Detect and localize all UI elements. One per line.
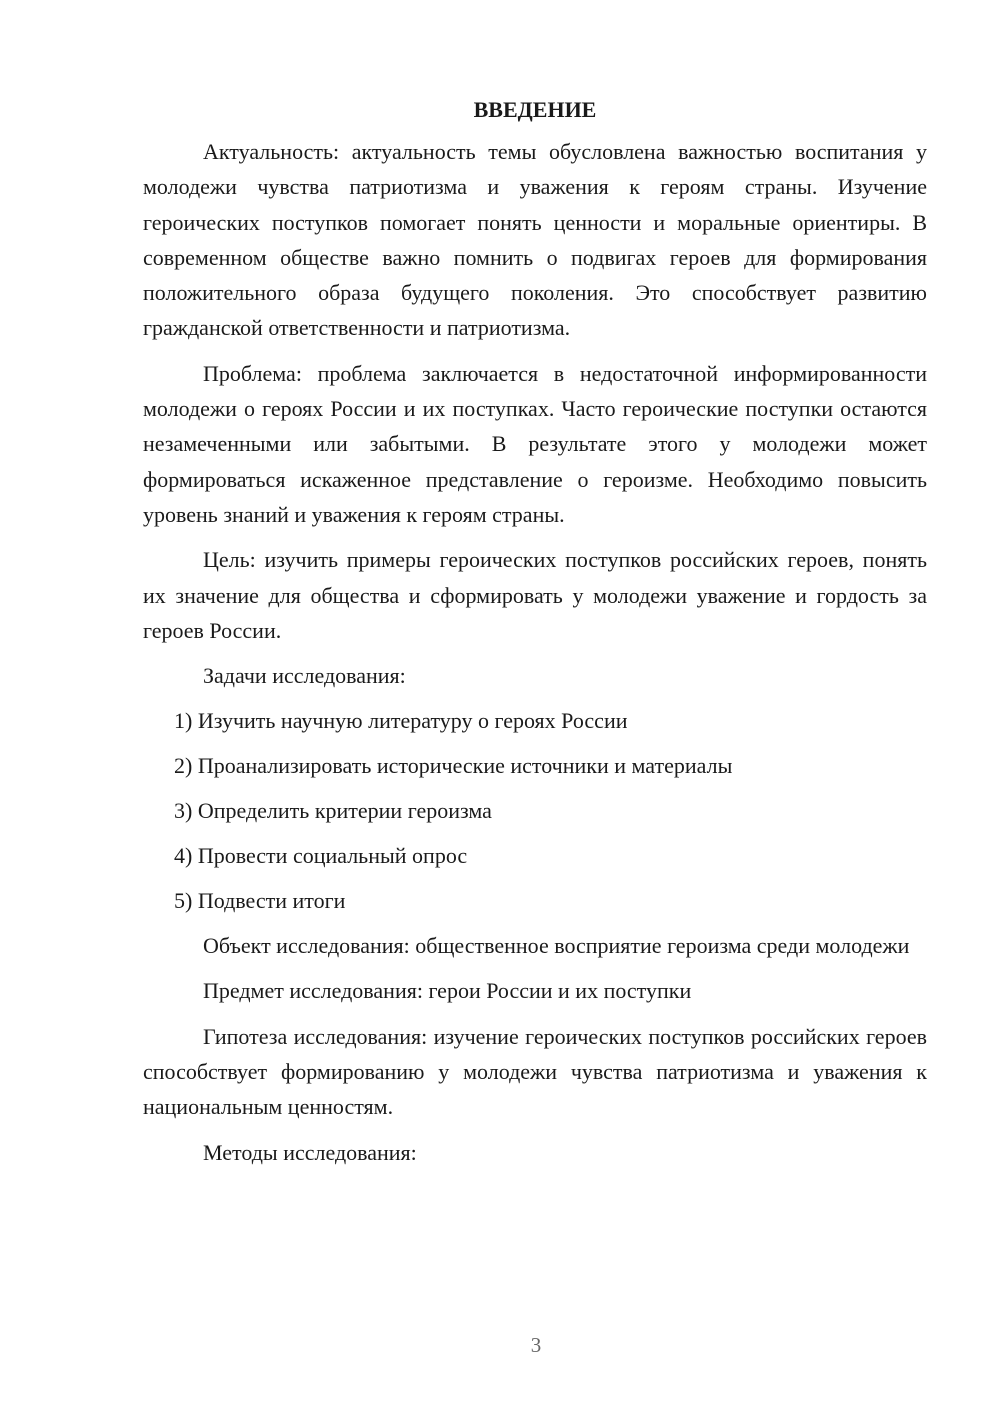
list-item: 1) Изучить научную литературу о героях России xyxy=(174,708,628,734)
page-title: ВВЕДЕНИЕ xyxy=(473,97,597,122)
paragraph-problem: Проблема: проблема заключается в недостаточной информированности молодежи о героях России и их поступках. Часто героические поступки остаются незамеченными или забытыми. В результате этого у молодежи может формироваться искаженное представление о героизме. Необходимо повысить уровень знаний и уважения к героям страны. xyxy=(143,360,927,527)
tasks-heading: Задачи исследования: xyxy=(203,663,406,689)
paragraph-actuality: Актуальность: актуальность темы обусловлена важностью воспитания у молодежи чувства патриотизма и уважения к героям страны. Изучение героических поступков помогает понять ценности и моральные ориентиры. В современном обществе важно помнить о подвигах героев для формирования положительного образа будущего поколения. Это способствует развитию гражданской ответственности и патриотизма. xyxy=(143,139,927,341)
tasks-section xyxy=(143,658,927,918)
list-item: 4) Провести социальный опрос xyxy=(174,843,468,869)
paragraph-hypothesis: Гипотеза исследования: изучение героических поступков российских героев способствует формированию у молодежи чувства патриотизма и уважения к национальным ценностям. xyxy=(143,1023,927,1120)
list-item: 2) Проанализировать исторические источники и материалы xyxy=(174,753,733,779)
page-number: 3 xyxy=(530,1333,542,1357)
list-item: 5) Подвести итоги xyxy=(174,888,346,914)
document-page xyxy=(143,92,927,1170)
paragraph-object: Объект исследования: общественное восприятие героизма среди молодежи xyxy=(203,933,910,959)
paragraph-goal: Цель: изучить примеры героических поступков российских героев, понять их значение для общества и сформировать у молодежи уважение и гордость за героев России. xyxy=(143,547,927,643)
paragraph-subject: Предмет исследования: герои России и их поступки xyxy=(203,978,692,1004)
methods-heading: Методы исследования: xyxy=(203,1139,417,1165)
list-item: 3) Определить критерии героизма xyxy=(174,798,492,824)
